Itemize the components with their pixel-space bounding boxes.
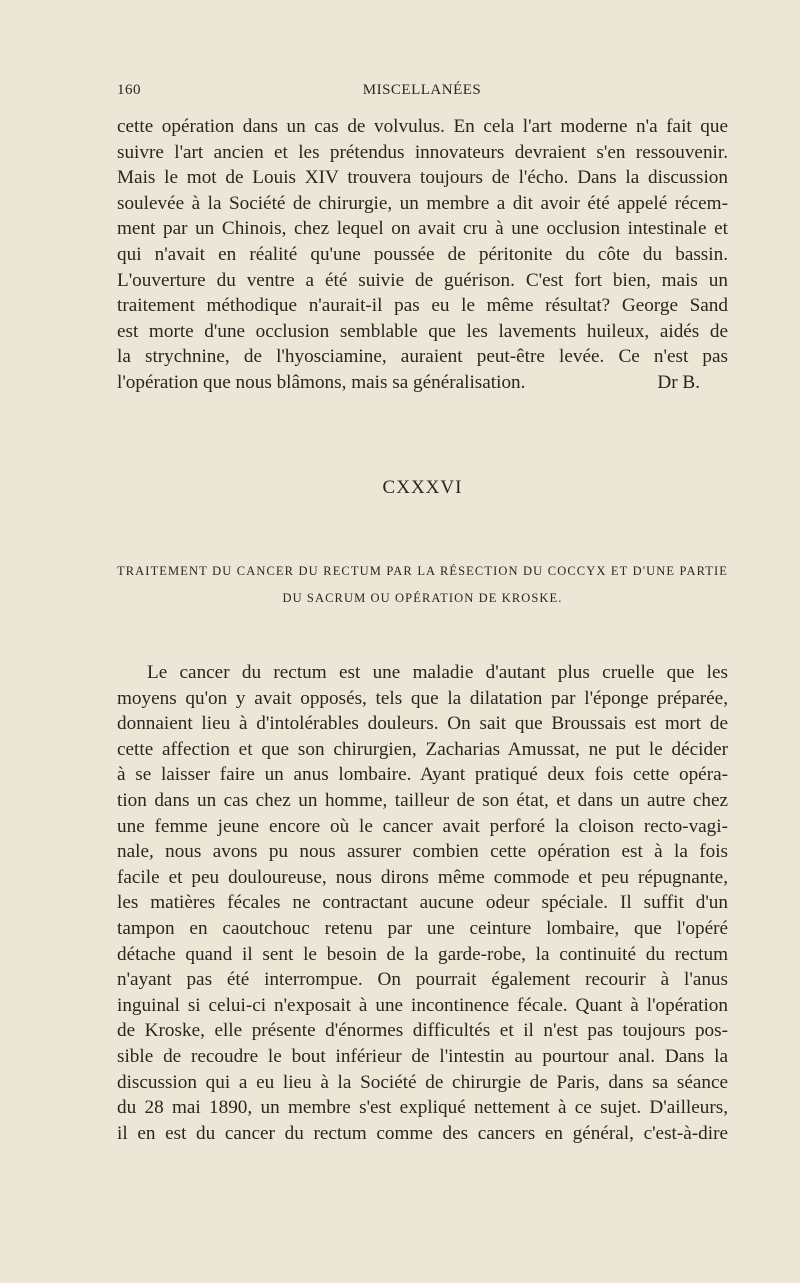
running-title: MISCELLANÉES xyxy=(362,82,482,98)
text-line: cette opération dans un cas de volvulus. En cela l'art moderne n'a fait que xyxy=(117,116,728,137)
chapter-title-line: TRAITEMENT DU CANCER DU RECTUM PAR LA RÉSECTION DU COCCYX ET D'UNE PARTIE xyxy=(117,564,728,578)
page-header xyxy=(117,82,727,104)
page-number: 160 xyxy=(117,82,141,98)
author-signature: Dr B. xyxy=(657,371,700,393)
text-line: ment par un Chinois, chez lequel on avait cru à une occlusion intestinale et xyxy=(117,218,728,240)
text-line: à se laisser faire un anus lombaire. Ayant pratiqué deux fois cette opéra- xyxy=(117,764,728,786)
text-line: L'ouverture du ventre a été suivie de guérison. C'est fort bien, mais un xyxy=(117,269,728,291)
text-line: est morte d'une occlusion semblable que les lavements huileux, aidés de xyxy=(117,320,728,342)
paragraph-continuation xyxy=(117,114,728,396)
signature-line xyxy=(117,370,728,396)
text-line: les matières fécales ne contractant aucune odeur spéciale. Il suffit d'un xyxy=(117,892,728,914)
text-line: qui n'avait en réalité qu'une poussée de péritonite du côte du bassin. xyxy=(117,243,728,265)
text-line: Mais le mot de Louis XIV trouvera toujours de l'écho. Dans la discussion xyxy=(117,167,728,189)
text-line: tion dans un cas chez un homme, tailleur de son état, et dans un autre chez xyxy=(117,789,728,811)
text-line: suivre l'art ancien et les prétendus innovateurs devraient s'en ressouvenir. xyxy=(117,141,728,163)
text-line: sible de recoudre le bout inférieur de l'intestin au pourtour anal. Dans la xyxy=(117,1045,728,1067)
text-line: la strychnine, de l'hyosciamine, auraient peut-être levée. Ce n'est pas xyxy=(117,346,728,368)
text-line: donnaient lieu à d'intolérables douleurs. On sait que Broussais est mort de xyxy=(117,713,728,735)
text-line: une femme jeune encore où le cancer avait perforé la cloison recto-vagi- xyxy=(117,815,728,837)
text-line: discussion qui a eu lieu à la Société de chirurgie de Paris, dans sa séance xyxy=(117,1071,728,1093)
paragraph-body xyxy=(117,660,728,1146)
text-line: tampon en caoutchouc retenu par une ceinture lombaire, que l'opéré xyxy=(117,917,728,939)
text-line: il en est du cancer du rectum comme des cancers en général, c'est-à-dire xyxy=(117,1122,728,1144)
text-line: Le cancer du rectum est une maladie d'autant plus cruelle que les xyxy=(147,662,728,683)
text-line: moyens qu'on y avait opposés, tels que la dilatation par l'éponge préparée, xyxy=(117,687,728,709)
text-line: traitement méthodique n'aurait-il pas eu le même résultat? George Sand xyxy=(117,295,728,317)
text-line: n'ayant pas été interrompue. On pourrait également recourir à l'anus xyxy=(117,969,728,991)
text-line: du 28 mai 1890, un membre s'est expliqué nettement à ce sujet. D'ailleurs, xyxy=(117,1097,728,1119)
text-line: cette affection et que son chirurgien, Zacharias Amussat, ne put le décider xyxy=(117,738,728,760)
text-line-last: l'opération que nous blâmons, mais sa généralisation. xyxy=(117,371,526,393)
text-line: soulevée à la Société de chirurgie, un membre a dit avoir été appelé récem- xyxy=(117,192,728,214)
chapter-title xyxy=(117,558,728,612)
text-line: facile et peu douloureuse, nous dirons même commode et peu répugnante, xyxy=(117,866,728,888)
text-line: inguinal si celui-ci n'exposait à une incontinence fécale. Quant à l'opération xyxy=(117,994,728,1016)
text-line: détache quand il sent le besoin de la garde-robe, la continuité du rectum xyxy=(117,943,728,965)
text-line: de Kroske, elle présente d'énormes difficultés et il n'est pas toujours pos- xyxy=(117,1020,728,1042)
chapter-numeral: CXXXVI xyxy=(382,477,463,498)
chapter-title-line: DU SACRUM OU OPÉRATION DE KROSKE. xyxy=(282,591,563,605)
text-line: nale, nous avons pu nous assurer combien cette opération est à la fois xyxy=(117,841,728,863)
